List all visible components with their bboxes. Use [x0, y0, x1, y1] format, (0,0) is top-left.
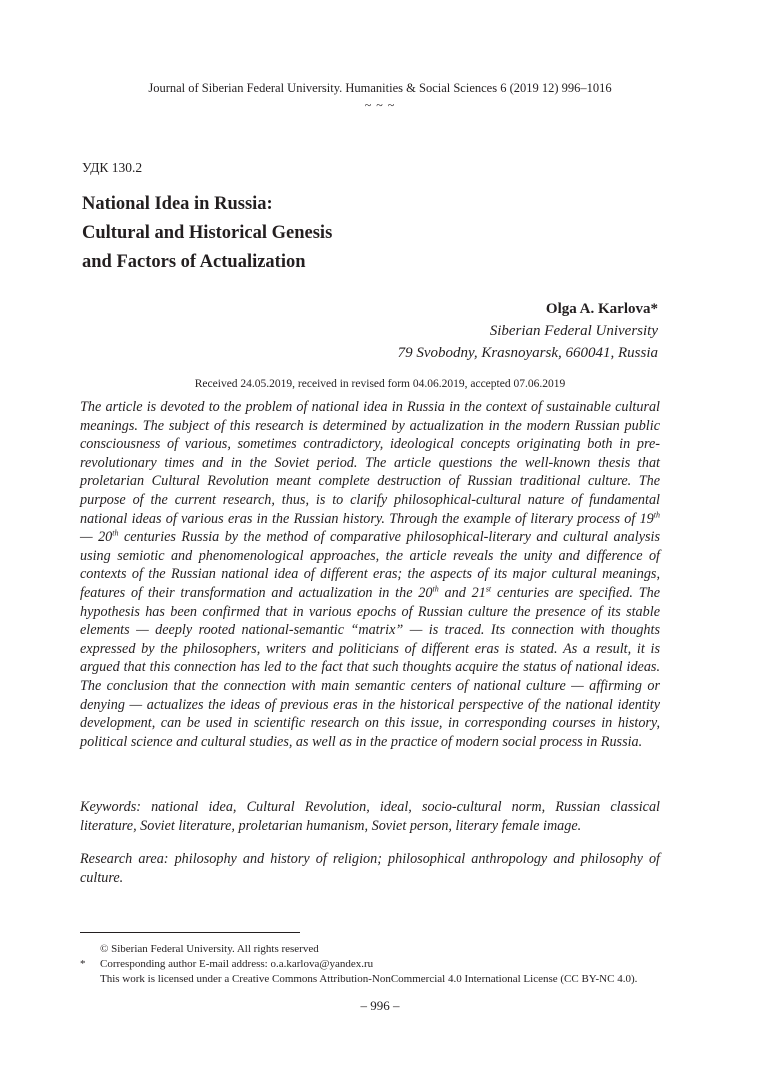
title-line-3: and Factors of Actualization	[82, 252, 306, 272]
title-line-2: Cultural and Historical Genesis	[82, 223, 333, 243]
page-number: – 996 –	[360, 998, 400, 1013]
abstract-text-3: centuries Russia by the method of comparative philosophical-literary and cultural analysis using semiotic and phenomenological approaches, the article reveals the unity and difference of contexts of the Russian national idea of different eras; the aspects of its major cultural meanings, features of their transformation and actualization in the 20	[80, 529, 660, 601]
abstract-text-4: and 21	[438, 584, 486, 601]
keywords: Keywords: national idea, Cultural Revolution, ideal, socio-cultural norm, Russian classical literature, Soviet literature, proletarian humanism, Soviet person, literary female image.	[80, 799, 660, 834]
footnote-license: This work is licensed under a Creative Commons Attribution-NonCommercial 4.0 International License (CC BY-NC 4.0).	[100, 973, 638, 985]
research-area: Research area: philosophy and history of religion; philosophical anthropology and philosophy of culture.	[80, 851, 660, 886]
footnote-divider	[80, 932, 300, 933]
author-address: 79 Svobodny, Krasnoyarsk, 660041, Russia	[397, 345, 658, 361]
footnote-asterisk: *	[80, 958, 86, 970]
header-ornament: ~ ~ ~	[364, 98, 396, 112]
article-title	[82, 190, 482, 277]
abstract-sup-3: th	[432, 584, 439, 594]
abstract-text-2: — 20	[80, 529, 113, 546]
footnote-corresponding	[80, 957, 373, 972]
abstract-text-5: centuries are specified. The hypothesis has been confirmed that in various epochs of Russian culture the presence of its stable elements — deeply rooted national-semantic “matrix” — is traced. Its connection with thoughts expressed by the philosophers, writers and politicians of different eras is stated. As a result, it is argued that this connection has led to the fact that such thoughts acquire the status of national ideas. The conclusion that the connection with main semantic centers of national culture — affirming or denying — actualizes the ideas of previous eras in the historical perspective of the national identity development, can be used in scientific research on this issue, in corresponding courses in history, political science and cultural studies, as well as in the practice of modern social process in Russia.	[80, 584, 661, 750]
author-block	[398, 298, 658, 364]
journal-header: Journal of Siberian Federal University. Humanities & Social Sciences 6 (2019 12) 996–1016	[148, 81, 612, 95]
title-line-1: National Idea in Russia:	[82, 194, 273, 214]
udk-code: УДК 130.2	[82, 160, 143, 175]
footnote-copyright: © Siberian Federal University. All rights reserved	[100, 943, 319, 955]
abstract-sup-2: th	[112, 528, 119, 538]
abstract-sup-4: st	[485, 584, 492, 594]
footnote-email: Corresponding author E-mail address: o.a.karlova@yandex.ru	[100, 958, 374, 970]
author-name: Olga A. Karlova*	[545, 301, 658, 317]
abstract	[80, 398, 660, 751]
abstract-sup-1: th	[653, 509, 660, 519]
received-dates: Received 24.05.2019, received in revised form 04.06.2019, accepted 07.06.2019	[194, 378, 566, 390]
abstract-text-1: The article is devoted to the problem of national idea in Russia in the context of sustainable cultural meanings. The subject of this research is determined by actualization in the modern Russian public consciousness of various, sometimes contradictory, ideological concepts originating both in pre-revolutionary times and in the Soviet period. The article questions the well-known thesis that proletarian Cultural Revolution meant complete destruction of Russian traditional culture. The purpose of the current research, thus, is to clarify philosophical-cultural nature of fundamental national ideas of various eras in the Russian history. Through the example of literary process of 19	[80, 399, 660, 527]
author-affiliation: Siberian Federal University	[489, 323, 658, 339]
